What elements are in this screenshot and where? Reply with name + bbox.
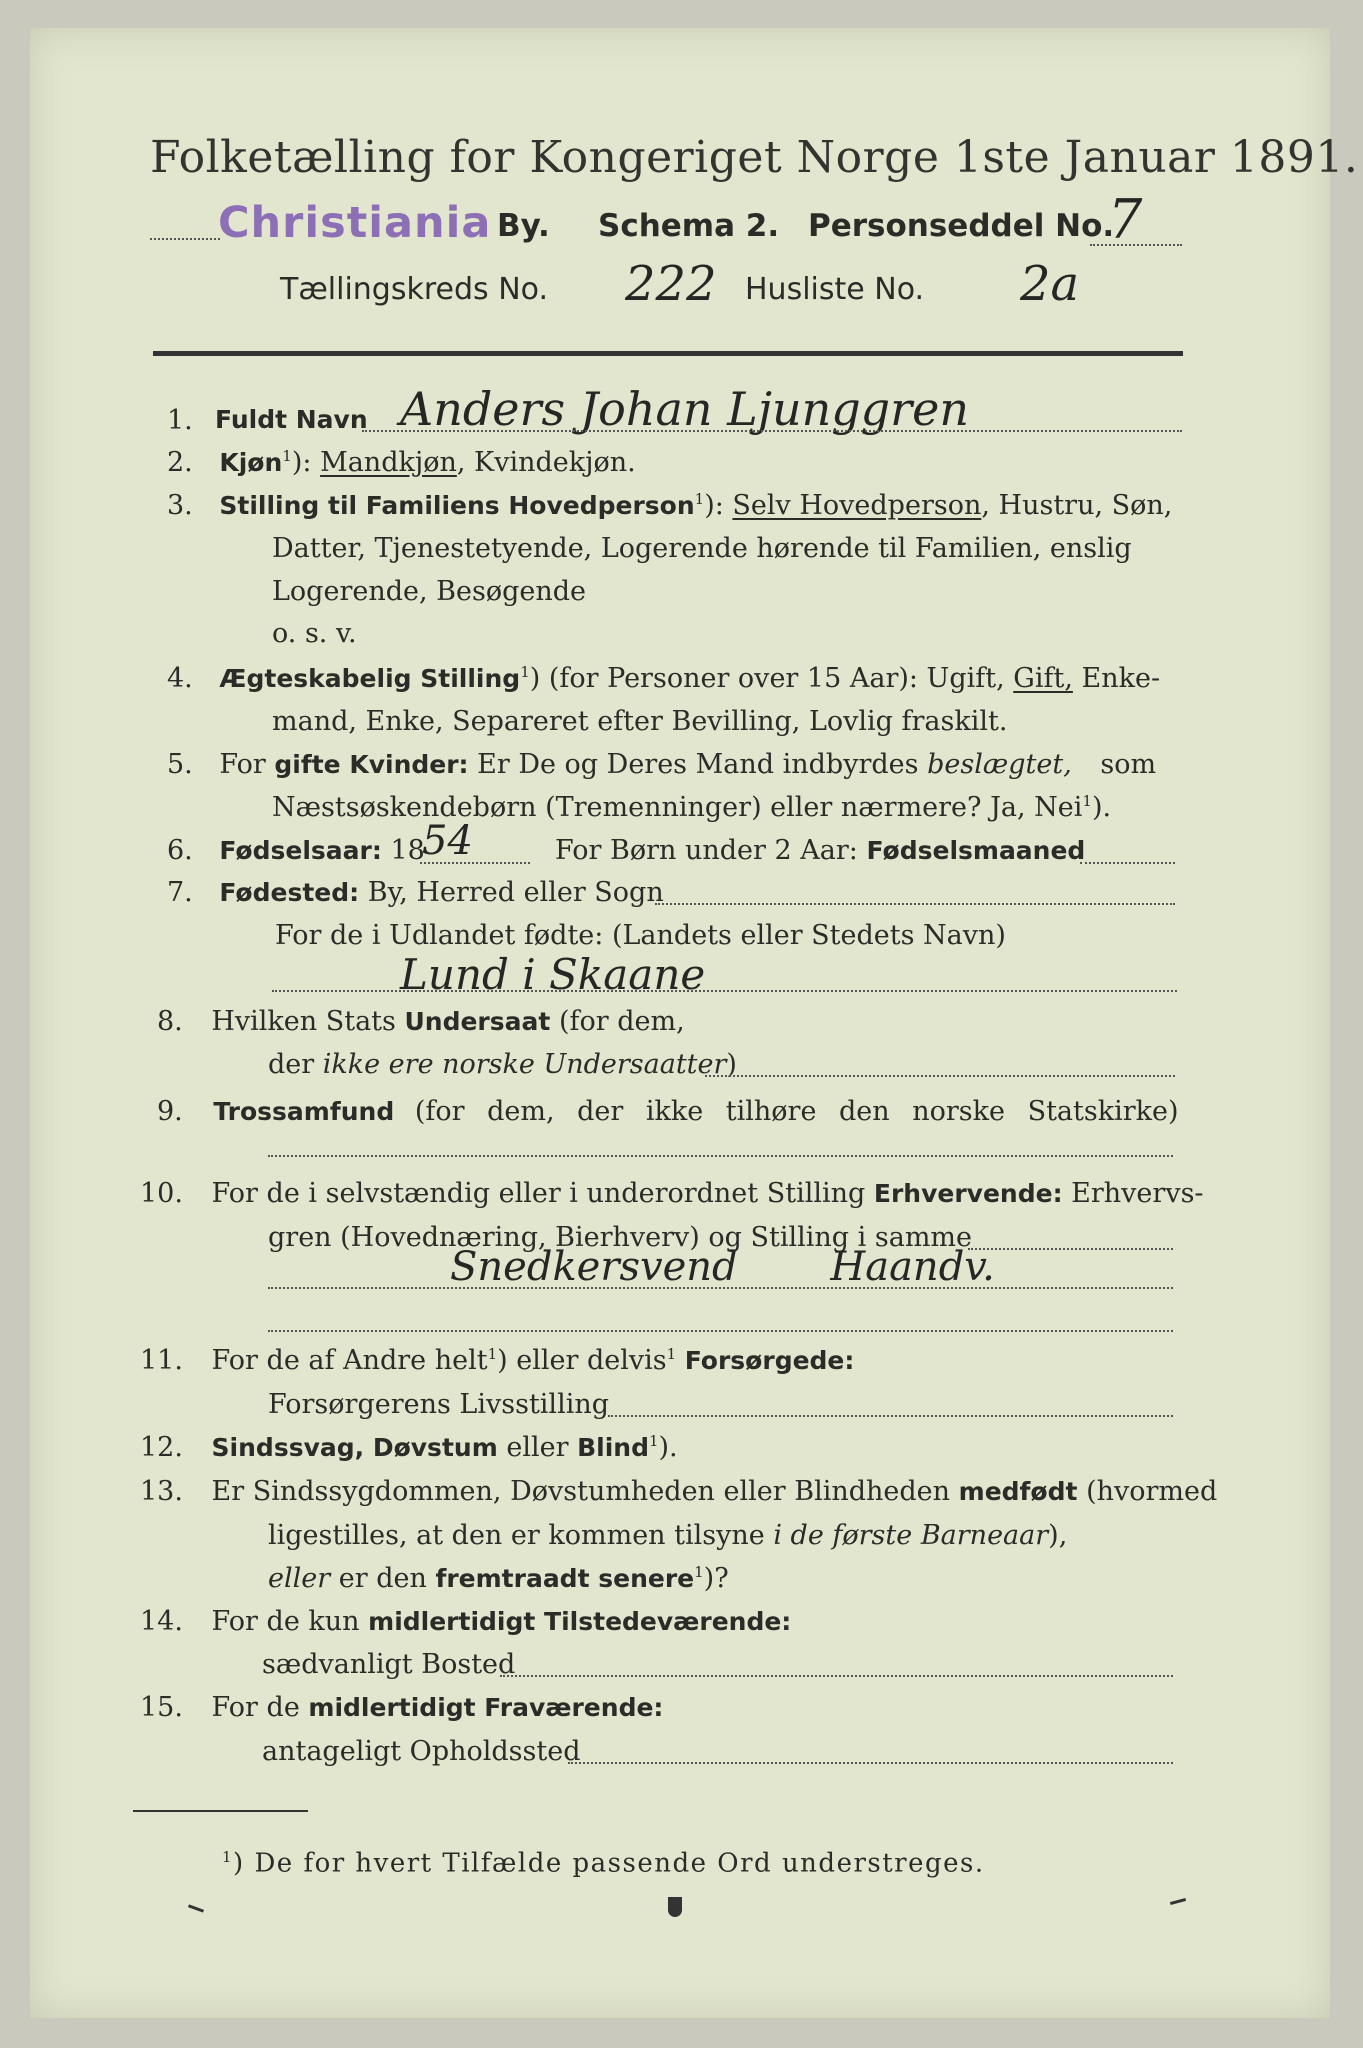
item-13-label-2: fremtraadt senere	[435, 1564, 695, 1593]
dotted-line	[268, 1330, 1173, 1332]
item-7-text: By, Herred eller Sogn	[367, 877, 664, 908]
dotted-line	[1080, 862, 1175, 864]
item-8-text: (for dem,	[558, 1006, 685, 1037]
item-4-line-2: mand, Enke, Separeret efter Bevilling, Lovlig fraskilt.	[272, 706, 1008, 737]
item-2-number: 2.	[167, 447, 193, 478]
item-12-text: ).	[658, 1432, 678, 1463]
item-3-text: , Hustru, Søn,	[981, 490, 1173, 521]
footnote-marker: 1	[222, 1848, 234, 1866]
item-14-label: midlertidigt Tilstedeværende:	[368, 1607, 792, 1636]
item-4-number: 4.	[167, 663, 193, 694]
item-15-line-2: antageligt Opholdssted	[262, 1736, 581, 1767]
item-14-line-2: sædvanligt Bosted	[262, 1649, 516, 1680]
item-15-number: 15.	[140, 1692, 183, 1723]
item-6-number: 6.	[167, 835, 193, 866]
footnote-ref: 1	[694, 1563, 704, 1581]
item-13-line-1	[140, 1476, 1217, 1507]
item-15-label: midlertidigt Fraværende:	[308, 1693, 664, 1722]
item-5-line-1	[167, 749, 1156, 780]
dotted-line	[568, 1762, 1173, 1764]
dotted-line	[268, 1287, 1173, 1289]
item-13-label: medfødt	[958, 1477, 1078, 1506]
item-13-text-italic: eller	[268, 1563, 331, 1594]
item-2-option-selected: Mandkjøn	[320, 447, 457, 478]
schema-label: Schema 2.	[598, 208, 780, 244]
item-13-text: (hvormed	[1086, 1476, 1218, 1507]
footnote-ref: 1	[1082, 792, 1092, 810]
personseddel-label: Personseddel No.	[808, 208, 1115, 244]
item-13-number: 13.	[140, 1476, 183, 1507]
item-14-line-1	[140, 1606, 791, 1637]
item-10-label: Erhvervende:	[873, 1179, 1063, 1208]
item-4-line-1	[167, 663, 1160, 694]
item-8-line-2	[268, 1049, 737, 1080]
item-2-label: Kjøn	[219, 448, 283, 477]
item-9-text: (for dem, der ikke tilhøre den norske Statskirke)	[414, 1096, 1179, 1127]
footnote-ref: 1	[648, 1432, 659, 1450]
item-10-text: For de i selvstændig eller i underordnet Stilling	[211, 1178, 866, 1209]
item-13-text: Er Sindssygdommen, Døvstumheden eller Blindheden	[211, 1476, 951, 1507]
item-4-option-selected: Gift,	[1013, 663, 1073, 694]
item-6-part-2	[555, 835, 1085, 866]
item-3-line-2: Datter, Tjenestetyende, Logerende hørende til Familien, enslig	[272, 533, 1132, 564]
item-2-text: ):	[291, 447, 312, 478]
item-6-value: 54	[422, 818, 473, 864]
footnote-ref: 1	[694, 490, 705, 508]
item-5-number: 5.	[167, 749, 193, 780]
item-5-text-italic: beslægtet,	[927, 749, 1072, 780]
husliste-number: 2a	[1020, 256, 1080, 312]
item-12-label-2: Blind	[577, 1433, 649, 1462]
dotted-line	[608, 1415, 1173, 1417]
item-15-text: For de	[211, 1692, 300, 1723]
item-9-number: 9.	[157, 1096, 183, 1127]
item-12-number: 12.	[140, 1432, 183, 1463]
item-3-number: 3.	[167, 490, 193, 521]
item-14-number: 14.	[140, 1606, 183, 1637]
footnote-ref: 1	[520, 663, 530, 681]
item-7-value: Lund i Skaane	[400, 950, 706, 999]
item-4-label: Ægteskabelig Stilling	[219, 664, 521, 693]
item-10-line-1	[140, 1178, 1204, 1209]
item-5-text: som	[1100, 749, 1157, 780]
dotted-line	[268, 1155, 1173, 1157]
item-1-label: Fuldt Navn	[215, 405, 368, 434]
item-7-line-2: For de i Udlandet fødte: (Landets eller Stedets Navn)	[275, 920, 1006, 951]
item-7-line-1	[167, 877, 664, 908]
form-title: Folketælling for Kongeriget Norge 1ste Januar 1891.	[150, 132, 1359, 183]
item-15-line-1	[140, 1692, 663, 1723]
item-8-number: 8.	[157, 1006, 183, 1037]
item-11-number: 11.	[140, 1345, 183, 1376]
dotted-line	[968, 1248, 1173, 1250]
item-14-text: For de kun	[211, 1606, 360, 1637]
item-1-value: Anders Johan Ljunggren	[400, 382, 969, 436]
item-3-option-selected: Selv Hovedperson	[732, 490, 982, 521]
dotted-line	[420, 862, 530, 864]
dotted-line	[272, 990, 1177, 992]
kreds-label: Tællingskreds No.	[280, 272, 548, 307]
item-8-text: Hvilken Stats	[211, 1006, 396, 1037]
item-12-text: eller	[506, 1432, 569, 1463]
dotted-line	[1090, 244, 1182, 246]
item-13-text: ligestilles, at den er kommen tilsyne	[268, 1520, 765, 1551]
by-label: By.	[497, 208, 550, 244]
item-6-prefix: 18	[390, 835, 425, 866]
item-7-number: 7.	[167, 877, 193, 908]
footnote-ref: 1	[666, 1345, 677, 1363]
item-9-label: Trossamfund	[213, 1097, 395, 1126]
item-2	[167, 447, 636, 478]
item-1-number: 1.	[167, 405, 193, 436]
item-6-label-2: Fødselsmaaned	[866, 836, 1086, 865]
ink-mark	[668, 1897, 682, 1917]
item-3-line-1	[167, 490, 1172, 521]
item-8-text-italic: ikke ere norske Undersaatter	[322, 1049, 727, 1080]
item-10-text: Erhvervs-	[1071, 1178, 1204, 1209]
personseddel-number: 7	[1108, 188, 1143, 251]
item-3-line-3: Logerende, Besøgende	[272, 576, 586, 607]
item-10-line-2: gren (Hovednæring, Bierhverv) og Stilling i samme	[268, 1222, 973, 1253]
item-10-value: Snedkersvend Haandv.	[450, 1244, 995, 1290]
item-11-line-1	[140, 1345, 854, 1376]
footnote-rule	[133, 1810, 308, 1812]
footnote-text: ) De for hvert Tilfælde passende Ord understreges.	[233, 1848, 985, 1879]
item-8-line-1	[157, 1006, 685, 1037]
footnote-ref: 1	[487, 1345, 498, 1363]
item-3-label: Stilling til Familiens Hovedperson	[219, 491, 695, 520]
item-11-label: Forsørgede:	[684, 1346, 855, 1375]
item-5-text: Er De og Deres Mand indbyrdes	[477, 749, 919, 780]
dotted-line	[500, 1675, 1173, 1677]
header-rule	[153, 351, 1183, 356]
dotted-line	[705, 1075, 1175, 1077]
item-3-text: ):	[704, 490, 724, 521]
item-4-text: Enke-	[1081, 663, 1161, 694]
footnote	[222, 1848, 985, 1879]
dotted-line	[150, 238, 220, 240]
item-8-text: )	[726, 1049, 737, 1080]
item-11-line-2: Forsørgerens Livsstilling	[268, 1389, 610, 1420]
item-7-label: Fødested:	[219, 878, 360, 907]
item-2-option: , Kvindekjøn.	[456, 447, 636, 478]
item-5-line-2	[272, 792, 1111, 823]
item-8-text: der	[268, 1049, 315, 1080]
item-10-number: 10.	[140, 1178, 183, 1209]
item-13-line-2	[268, 1520, 1067, 1551]
item-12	[140, 1432, 678, 1463]
item-9	[157, 1096, 1179, 1127]
item-13-line-3	[268, 1563, 729, 1594]
dotted-line	[655, 903, 1175, 905]
dotted-line	[362, 430, 1182, 432]
item-6-label: Fødselsaar:	[219, 836, 382, 865]
item-6-text: For Børn under 2 Aar:	[555, 835, 858, 866]
item-13-text: er den	[338, 1563, 427, 1594]
item-13-text: ),	[1048, 1520, 1068, 1551]
item-13-text: )?	[703, 1563, 729, 1594]
item-5-text: For	[219, 749, 266, 780]
item-5-text: ).	[1091, 792, 1112, 823]
husliste-label: Husliste No.	[745, 272, 925, 307]
item-8-label: Undersaat	[404, 1007, 551, 1036]
item-5-label: gifte Kvinder:	[274, 750, 469, 779]
item-5-text: Næstsøskendebørn (Tremenninger) eller nærmere? Ja, Nei	[272, 792, 1083, 823]
city-stamp: Christiania	[218, 198, 492, 248]
item-13-text-italic: i de første Barneaar	[773, 1520, 1049, 1551]
item-11-text: ) eller delvis	[497, 1345, 667, 1376]
item-12-label: Sindssvag, Døvstum	[211, 1433, 498, 1462]
item-6	[167, 835, 425, 866]
footnote-ref: 1	[282, 447, 292, 465]
kreds-number: 222	[625, 256, 717, 312]
item-11-text: For de af Andre helt	[211, 1345, 488, 1376]
item-3-line-4: o. s. v.	[272, 618, 357, 649]
item-4-text: ) (for Personer over 15 Aar): Ugift,	[529, 663, 1005, 694]
